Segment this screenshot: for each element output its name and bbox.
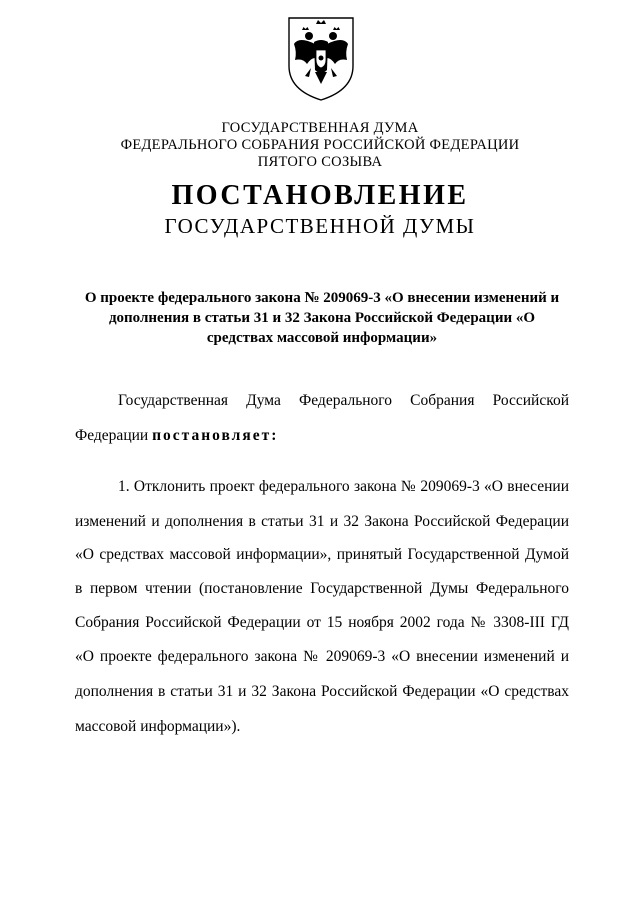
- topic-line: дополнения в статьи 31 и 32 Закона Российской Федерации «О: [108, 310, 536, 326]
- body-line: дополнения в статьи 31 и 32 Закона Российской Федерации «О средствах: [75, 683, 569, 700]
- body-line: Собрания Российской Федерации от 15 ноября 2002 года № 3308-III ГД: [75, 614, 569, 631]
- state-emblem-icon: [285, 14, 357, 102]
- topic-line: О проекте федерального закона № 209069-3 «О внесении изменений и: [84, 290, 560, 306]
- document-topic: [72, 288, 572, 348]
- intro-line-2: [75, 427, 569, 445]
- org-line-3: ПЯТОГО СОЗЫВА: [257, 154, 383, 170]
- body-line: «О средствах массовой информации», принятый Государственной Думой: [75, 546, 569, 563]
- body-line: в первом чтении (постановление Государственной Думы Федерального: [75, 580, 569, 597]
- intro-line-1: Государственная Дума Федерального Собрания Российской: [118, 392, 569, 409]
- body-line: массовой информации»).: [75, 718, 241, 735]
- resolves-word: постановляет:: [152, 427, 279, 444]
- org-line-1: ГОСУДАРСТВЕННАЯ ДУМА: [221, 120, 419, 136]
- body-line: «О проекте федерального закона № 209069-3 «О внесении изменений и: [75, 648, 569, 665]
- topic-line: средствах массовой информации»: [206, 330, 438, 346]
- org-line-2: ФЕДЕРАЛЬНОГО СОБРАНИЯ РОССИЙСКОЙ ФЕДЕРАЦИИ: [120, 137, 520, 153]
- intro-line-2-text: Федерации: [75, 427, 149, 444]
- body-line: изменений и дополнения в статьи 31 и 32 Закона Российской Федерации: [75, 513, 569, 530]
- document-subtitle: ГОСУДАРСТВЕННОЙ ДУМЫ: [164, 214, 476, 238]
- body-line: 1. Отклонить проект федерального закона № 209069-3 «О внесении: [118, 478, 569, 495]
- document-title: ПОСТАНОВЛЕНИЕ: [171, 180, 469, 211]
